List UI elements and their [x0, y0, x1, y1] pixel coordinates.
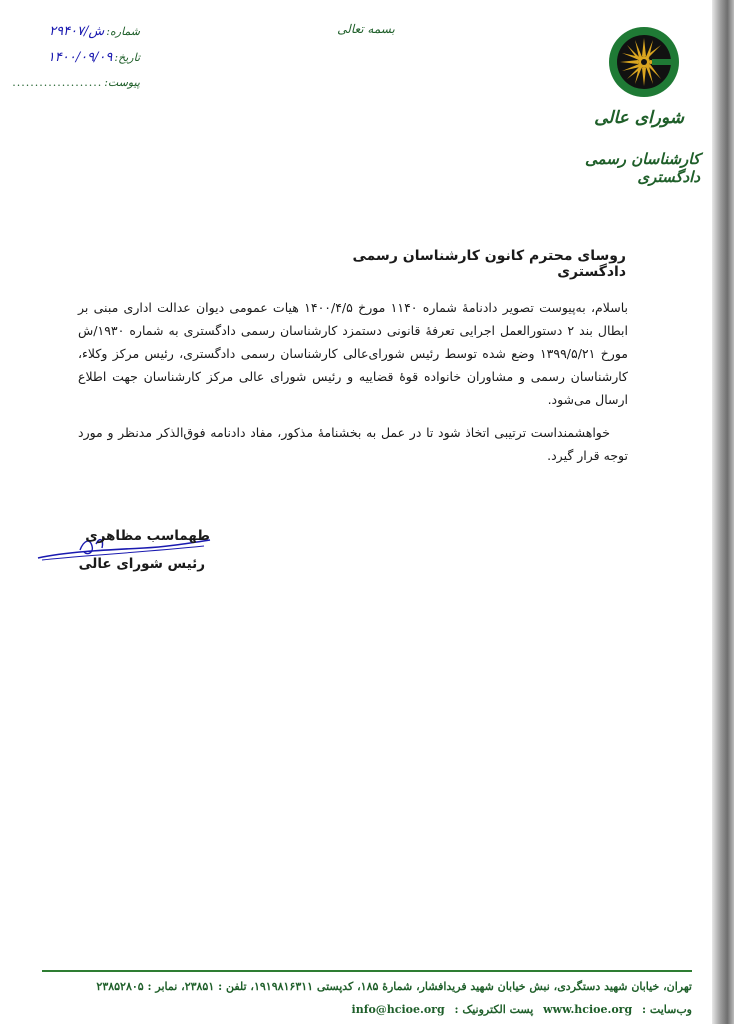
website-label: وب‌سایت : [642, 1003, 692, 1016]
date-value: ۱۴۰۰/۰۹/۰۹ [47, 50, 113, 65]
number-label: شماره: [106, 25, 140, 38]
body-paragraph-2: خواهشمنداست ترتیبی اتخاذ شود تا در عمل به بخشنامهٔ مذکور، مفاد دادنامه فوق‌الذکر مدنظر و مورد توجه قرار گیرد. [78, 425, 628, 463]
attachment-value: .................... [12, 76, 103, 89]
letter-addressee: روسای محترم کانون کارشناسان رسمی دادگستری [352, 248, 626, 280]
email-link[interactable]: info@hcioe.org [351, 1003, 445, 1016]
number-row [18, 24, 140, 50]
website-link[interactable]: www.hcioe.org [543, 1003, 633, 1016]
footer-divider [42, 970, 692, 972]
footer-address: تهران، خیابان شهید دستگردی، نبش خیابان شهید فریدافشار، شمارهٔ ۱۸۵، کدپستی ۱۹۱۹۸۱۶۳۱۱، تلفن : ۲۳۸۵۱، نمابر : ۲۳۸۵۲۸۰۵ [96, 980, 692, 993]
council-name-line1: شورای عالی [594, 108, 684, 128]
scan-edge-shadow [712, 0, 734, 1024]
attachment-label: پیوست: [104, 76, 140, 89]
number-value: ۲۹۴۰۷/ش [49, 24, 105, 39]
bismillah-heading: بسمه تعالی [337, 22, 395, 36]
letter-body [78, 296, 628, 467]
footer-contacts [190, 1003, 692, 1016]
signer-title: رئیس شورای عالی [78, 556, 205, 572]
council-name-line2: کارشناسان رسمی دادگستری [585, 150, 700, 186]
attachment-row [12, 76, 140, 102]
sun-emblem-icon [608, 26, 680, 98]
date-label: تاریخ: [114, 51, 140, 64]
email-label: پست الکترونیک : [454, 1003, 534, 1016]
date-row [18, 50, 140, 76]
letter-meta [12, 24, 140, 102]
signer-name: طهماسب مظاهری [85, 528, 210, 544]
body-paragraph-1: باسلام، به‌پیوست تصویر دادنامهٔ شماره ۱۱۴۰ مورخ ۱۴۰۰/۴/۵ هیات عمومی دیوان عدالت اداری مبنی بر ابطال بند ۲ دستورالعمل اجرایی تعرفهٔ قانونی دستمزد کارشناسان رسمی دادگستری به شماره ۱۹۳۰/ش مورخ ۱۳۹۹/۵/۲۱ وضع شده توسط رئیس شورای‌عالی کارشناسان رسمی دادگستری، رئیس مرکز وکلاء، کارشناسان رسمی و مشاوران خانواده قوهٔ قضاییه و رئیس شورای عالی مرکز کارشناسان جهت اطلاع ارسال می‌شود. [78, 300, 629, 407]
